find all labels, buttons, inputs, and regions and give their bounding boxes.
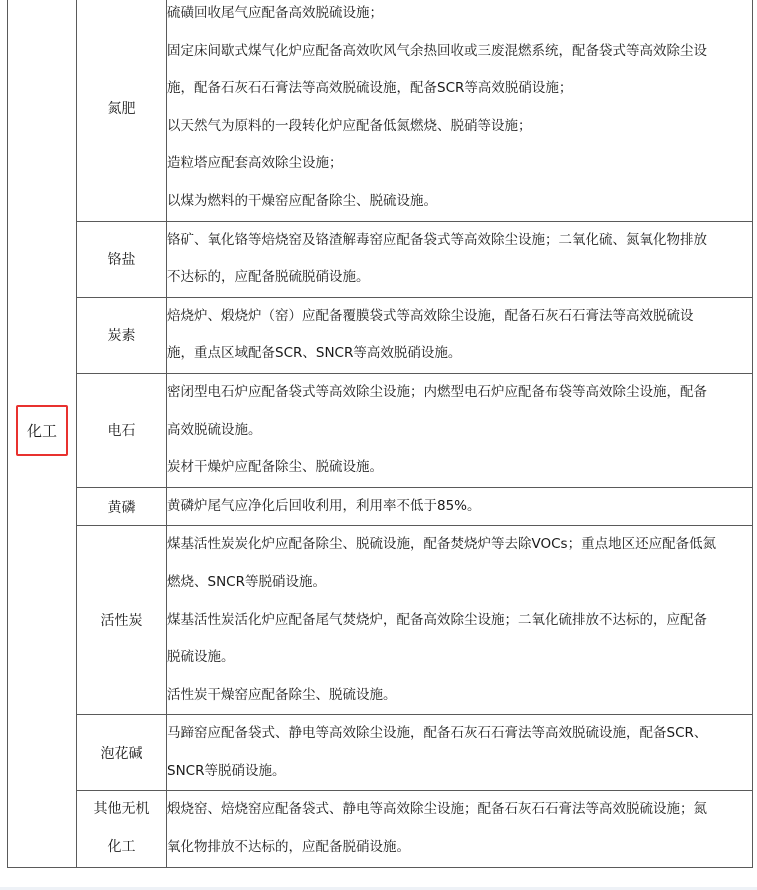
requirement-line: 煅烧窑、焙烧窑应配备袋式、静电等高效除尘设施；配备石灰石石膏法等高效脱硫设施；氮 <box>167 801 707 818</box>
product-cell: 泡花碱 <box>77 715 167 791</box>
requirement-line: 燃烧、SNCR等脱硝设施。 <box>167 573 326 590</box>
requirement-line: 以天然气为原料的一段转化炉应配备低氮燃烧、脱硝等设施； <box>167 117 532 134</box>
requirement-line: SNCR等脱硝设施。 <box>167 762 286 779</box>
emission-requirements-table <box>7 0 753 868</box>
requirement-cell <box>167 526 753 715</box>
table-row <box>8 526 753 715</box>
requirement-line: 施，配备石灰石石膏法等高效脱硫设施，配备SCR等高效脱硝设施； <box>167 80 573 97</box>
requirement-cell <box>167 715 753 791</box>
requirement-line: 不达标的，应配备脱硫脱硝设施。 <box>167 269 370 286</box>
requirement-line: 炭材干燥炉应配备除尘、脱硫设施。 <box>167 459 383 476</box>
requirement-line: 以煤为燃料的干燥窑应配备除尘、脱硫设施。 <box>167 192 437 209</box>
requirement-cell <box>167 373 753 487</box>
table-row <box>8 221 753 297</box>
requirement-cell <box>167 487 753 526</box>
category-label: 化工 <box>16 405 68 456</box>
product-cell: 铬盐 <box>77 221 167 297</box>
requirement-cell <box>167 791 753 867</box>
requirement-line: 硫磺回收尾气应配备高效脱硫设施； <box>167 5 383 21</box>
table-row <box>8 487 753 526</box>
product-cell: 黄磷 <box>77 487 167 526</box>
product-line: 其他无机 <box>93 801 150 818</box>
table-row <box>8 297 753 373</box>
requirement-line: 高效脱硫设施。 <box>167 421 262 438</box>
requirement-line: 焙烧炉、煅烧炉（窑）应配备覆膜袋式等高效除尘设施，配备石灰石石膏法等高效脱硫设 <box>167 307 694 324</box>
requirement-line: 施，重点区域配备SCR、SNCR等高效脱硝设施。 <box>167 345 462 362</box>
product-cell: 氮肥 <box>77 0 167 221</box>
requirement-line: 黄磷炉尾气应净化后回收利用，利用率不低于85%。 <box>167 497 481 514</box>
requirement-line: 煤基活性炭炭化炉应配备除尘、脱硫设施，配备焚烧炉等去除VOCs；重点地区还应配备低氮 <box>167 536 717 553</box>
product-cell <box>77 791 167 867</box>
requirement-line: 造粒塔应配套高效除尘设施； <box>167 155 343 172</box>
requirement-line: 煤基活性炭活化炉应配备尾气焚烧炉，配备高效除尘设施；二氧化硫排放不达标的，应配备 <box>167 611 707 628</box>
category-cell <box>8 0 77 867</box>
requirement-line: 密闭型电石炉应配备袋式等高效除尘设施；内燃型电石炉应配备布袋等高效除尘设施，配备 <box>167 383 707 400</box>
product-cell: 炭素 <box>77 297 167 373</box>
requirement-line: 马蹄窑应配备袋式、静电等高效除尘设施，配备石灰石石膏法等高效脱硫设施，配备SCR、 <box>167 725 708 742</box>
table-row <box>8 373 753 487</box>
requirement-line: 脱硫设施。 <box>167 649 235 666</box>
requirement-cell <box>167 297 753 373</box>
requirement-line: 铬矿、氧化铬等焙烧窑及铬渣解毒窑应配备袋式等高效除尘设施；二氧化硫、氮氧化物排放 <box>167 231 707 248</box>
requirement-line: 氧化物排放不达标的，应配备脱硝设施。 <box>167 839 410 856</box>
product-cell: 电石 <box>77 373 167 487</box>
table-row <box>8 791 753 867</box>
requirement-line: 固定床间歇式煤气化炉应配备高效吹风气余热回收或三废混燃系统，配备袋式等高效除尘设 <box>167 42 707 59</box>
table-row <box>8 0 753 221</box>
requirement-cell <box>167 221 753 297</box>
requirement-line: 活性炭干燥窑应配备除尘、脱硫设施。 <box>167 686 397 703</box>
product-cell: 活性炭 <box>77 526 167 715</box>
table-row <box>8 715 753 791</box>
product-line: 化工 <box>107 839 136 856</box>
requirement-cell <box>167 0 753 221</box>
